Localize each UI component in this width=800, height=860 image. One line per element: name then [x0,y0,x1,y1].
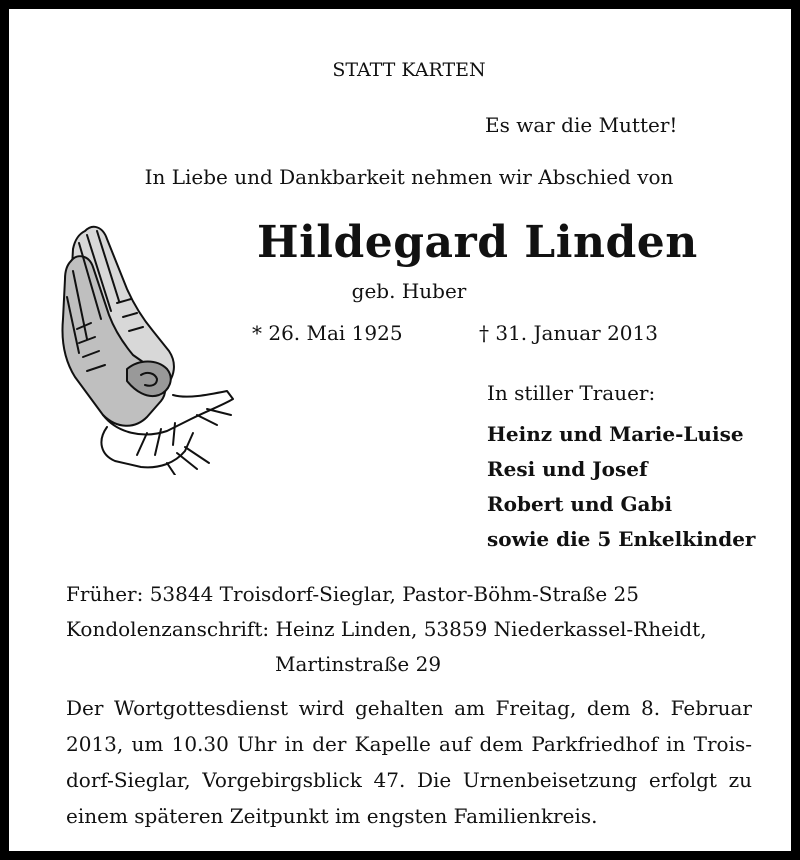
motto: Es war die Mutter! [485,113,678,137]
condolence-street: Martinstraße 29 [275,652,442,676]
service-line: einem späteren Zeitpunkt im engsten Familienkreis. [66,804,598,828]
notice-header: STATT KARTEN [332,59,486,81]
intro-text: In Liebe und Dankbarkeit nehmen wir Abschied von [144,165,674,189]
service-line: Der Wortgottesdienst wird gehalten am Freitag, dem 8. Februar [66,696,752,720]
mourner-name: Resi und Josef [487,457,648,481]
condolence-address: Kondolenzanschrift: Heinz Linden, 53859 Niederkassel-Rheidt, [66,617,707,641]
birth-date: * 26. Mai 1925 [252,321,403,345]
praying-hands-icon [57,219,239,475]
previous-address: Früher: 53844 Troisdorf-Sieglar, Pastor-Böhm-Straße 25 [66,582,639,606]
mourning-label: In stiller Trauer: [487,381,656,405]
mourner-name: Robert und Gabi [487,492,673,516]
mourner-name: Heinz und Marie-Luise [487,422,744,446]
deceased-name: Hildegard Linden [257,217,698,268]
mourner-name: sowie die 5 Enkelkinder [487,527,756,551]
service-line: dorf-Sieglar, Vorgebirgsblick 47. Die Urnenbeisetzung erfolgt zu [66,768,752,792]
service-line: 2013, um 10.30 Uhr in der Kapelle auf dem Parkfriedhof in Trois- [66,732,752,756]
service-announcement [66,690,752,834]
maiden-name: geb. Huber [351,279,467,303]
death-date: † 31. Januar 2013 [479,321,658,345]
